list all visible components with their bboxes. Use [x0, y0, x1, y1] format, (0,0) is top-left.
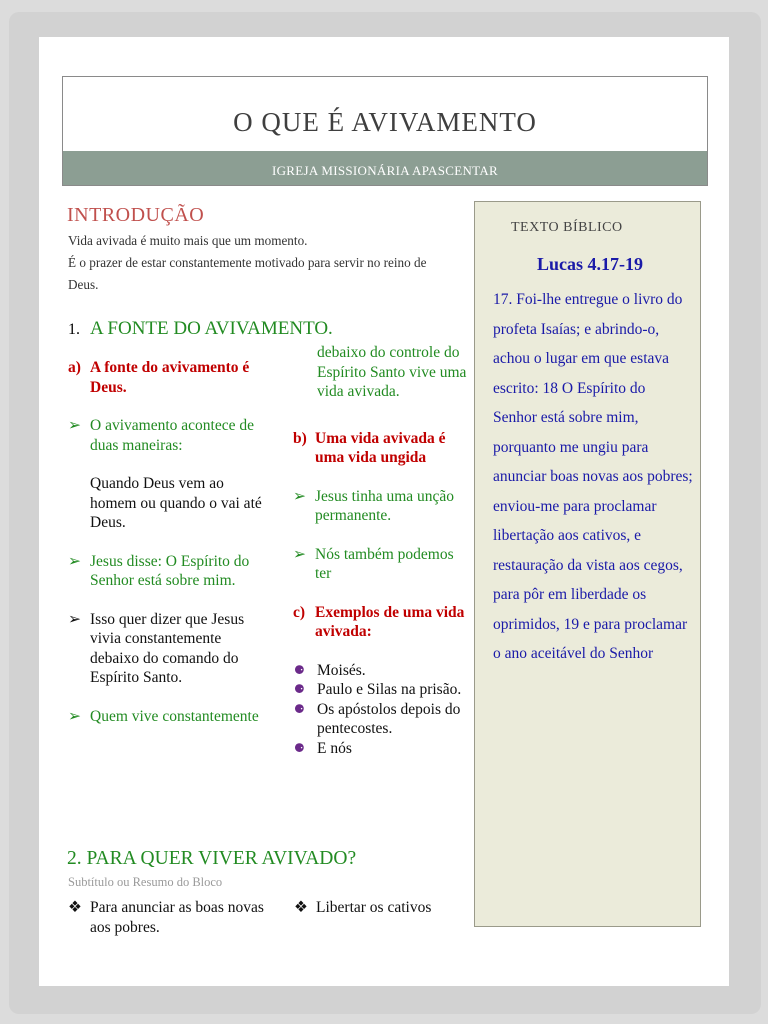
intro-heading: INTRODUÇÃO	[67, 204, 205, 226]
list-item: ⚈ Paulo e Silas na prisão.	[294, 681, 462, 698]
point-c	[293, 603, 468, 642]
page-title: O QUE É AVIVAMENTO	[233, 107, 537, 137]
section2-left	[68, 898, 268, 937]
column-left	[68, 358, 268, 745]
diamond-bullet-icon: ⚈	[294, 682, 305, 696]
section2-subheading: Subtítulo ou Resumo do Bloco	[68, 875, 223, 889]
bullet-isso-quer-dizer-text: Isso quer dizer que Jesus vivia constantemente debaixo do comando do Espírito Santo.	[90, 610, 245, 686]
bullet-isso-quer-dizer	[68, 610, 268, 688]
column-right	[293, 343, 468, 758]
point-b	[293, 429, 468, 468]
diamond-cluster-icon: ❖	[68, 899, 82, 916]
arrow-bullet-icon: ➢	[293, 545, 306, 563]
point-a-marker: a)	[68, 359, 81, 376]
bullet-libertar-text: Libertar os cativos	[316, 899, 432, 916]
bullet-anunciar	[68, 898, 268, 937]
point-c-text: Exemplos de uma vida avivada:	[315, 603, 465, 640]
intro-line-1: Vida avivada é muito mais que um momento.	[68, 233, 308, 248]
bullet-nos-tambem-text: Nós também podemos ter	[315, 545, 454, 582]
plain-text-quando-deus: Quando Deus vem ao homem ou quando o vai até Deus.	[90, 475, 262, 531]
diamond-bullet-icon: ⚈	[294, 740, 305, 755]
point-a-text: A fonte do avivamento é Deus.	[90, 359, 250, 396]
section2-heading: 2. PARA QUER VIVER AVIVADO?	[67, 848, 357, 869]
sidebar-reference: Lucas 4.17-19	[537, 254, 644, 274]
bullet-anunciar-text: Para anunciar as boas novas aos pobres.	[90, 899, 264, 936]
bullet-nos-tambem	[293, 545, 468, 584]
bullet-jesus-uncao-text: Jesus tinha uma unção permanente.	[315, 487, 455, 524]
list-item: ⚈ Os apóstolos depois do pentecostes.	[294, 700, 461, 737]
arrow-bullet-icon: ➢	[68, 552, 81, 570]
arrow-bullet-icon: ➢	[68, 610, 81, 628]
diamond-cluster-icon: ❖	[294, 899, 308, 916]
section1-title: A FONTE DO AVIVAMENTO.	[90, 318, 333, 339]
list-item: ⚈ Moisés.	[294, 661, 366, 679]
bullet-jesus-disse	[68, 552, 268, 591]
subtitle-bar: IGREJA MISSIONÁRIA APASCENTAR	[63, 151, 707, 185]
arrow-bullet-icon: ➢	[68, 707, 81, 725]
arrow-bullet-icon: ➢	[293, 487, 306, 505]
section1-heading	[68, 318, 333, 340]
bullet-quem-vive	[68, 707, 268, 727]
intro-text	[68, 230, 448, 296]
title-box	[62, 76, 708, 186]
point-b-marker: b)	[293, 429, 307, 447]
point-b-text: Uma vida avivada é uma vida ungida	[315, 429, 446, 466]
point-a	[68, 358, 268, 397]
section2-right	[294, 898, 464, 918]
bullet-jesus-disse-text: Jesus disse: O Espírito do Senhor está sobre mim.	[90, 552, 250, 589]
continuation-text: debaixo do controle do Espírito Santo vive uma vida avivada.	[317, 344, 467, 400]
point-c-marker: c)	[293, 603, 306, 621]
list-item: ⚈ E nós	[294, 739, 352, 757]
arrow-bullet-icon: ➢	[68, 417, 81, 434]
diamond-bullet-icon: ⚈	[294, 662, 305, 677]
bible-text-sidebar	[474, 201, 701, 927]
bullet-avivamento	[68, 416, 268, 455]
bullet-avivamento-text: O avivamento acontece de duas maneiras:	[90, 417, 254, 454]
intro-line-2: É o prazer de estar constantemente motivado para servir no reino de Deus.	[68, 255, 427, 292]
sidebar-heading: TEXTO BÍBLICO	[511, 220, 623, 235]
bullet-jesus-uncao	[293, 487, 468, 526]
section1-number: 1.	[68, 321, 80, 338]
examples-list	[293, 661, 468, 759]
bullet-libertar	[294, 898, 464, 918]
diamond-bullet-icon: ⚈	[294, 701, 305, 716]
sidebar-verse-text: 17. Foi-lhe entregue o livro do profeta Isaías; e abrindo-o, achou o lugar em que estava escrito: 18 O Espírito do Senhor está sobre mim, porquanto me ungiu para anunciar boas novas aos pobres; enviou-me para proclamar libertação aos cativos, e restauração da vista aos cegos, para pôr em liberdade os oprimidos, 19 e para proclamar o ano aceitável do Senhor	[493, 291, 693, 662]
bullet-quem-vive-text: Quem vive constantemente	[90, 707, 259, 725]
